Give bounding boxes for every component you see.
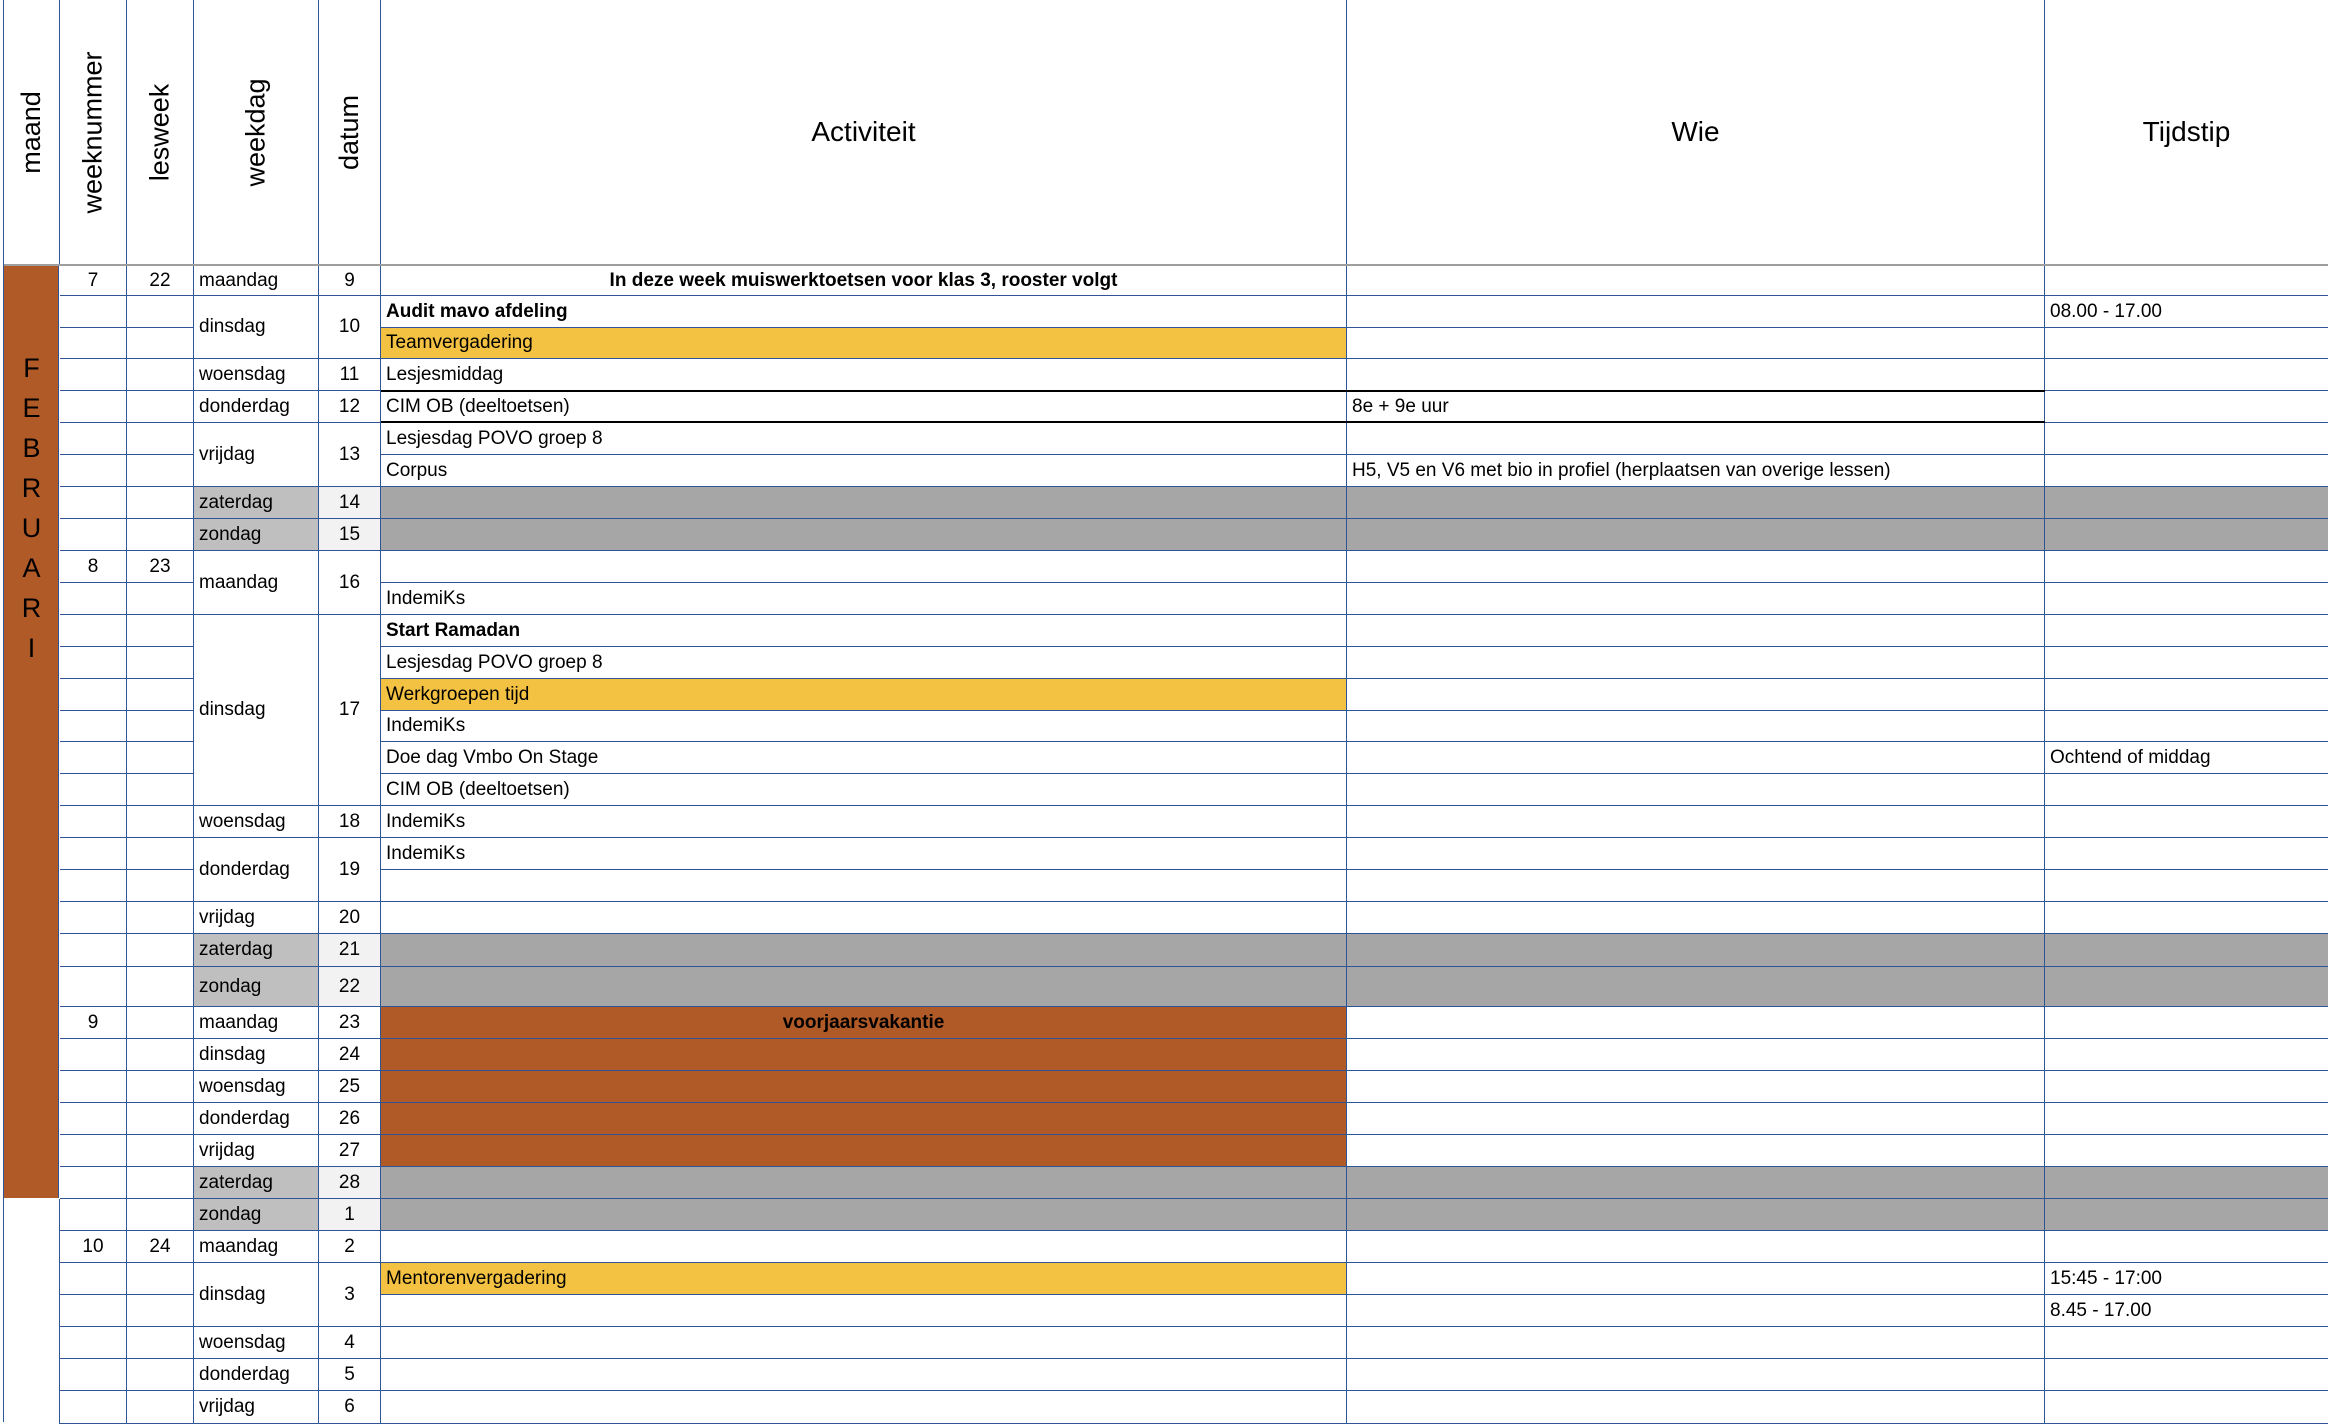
lesweek-cell[interactable] xyxy=(127,1135,194,1167)
tijdstip-cell[interactable] xyxy=(2045,615,2328,647)
tijdstip-cell[interactable] xyxy=(2045,266,2328,296)
weeknummer-cell[interactable] xyxy=(60,1263,127,1295)
datum-cell[interactable]: 3 xyxy=(319,1263,381,1327)
wie-cell[interactable] xyxy=(1347,1231,2045,1263)
wie-cell[interactable] xyxy=(1347,296,2045,328)
activiteit-cell[interactable] xyxy=(381,1391,1347,1424)
weeknummer-cell[interactable] xyxy=(60,423,127,455)
datum-cell[interactable]: 26 xyxy=(319,1103,381,1135)
weeknummer-cell[interactable] xyxy=(60,870,127,902)
weeknummer-cell[interactable] xyxy=(60,967,127,1007)
lesweek-cell[interactable] xyxy=(127,1199,194,1231)
cell-outline xyxy=(381,421,2045,423)
weekdag-cell[interactable]: zaterdag xyxy=(194,1167,319,1199)
datum-cell[interactable]: 9 xyxy=(319,266,381,296)
tijdstip-cell[interactable]: 8.45 - 17.00 xyxy=(2045,1295,2328,1327)
weekdag-cell[interactable]: woensdag xyxy=(194,1327,319,1359)
datum-cell[interactable]: 18 xyxy=(319,806,381,838)
tijdstip-cell[interactable] xyxy=(2045,934,2328,967)
activiteit-cell[interactable] xyxy=(381,1135,1347,1167)
wie-cell[interactable] xyxy=(1347,615,2045,647)
weeknummer-cell[interactable] xyxy=(60,934,127,967)
tijdstip-cell[interactable] xyxy=(2045,455,2328,487)
tijdstip-cell[interactable]: Ochtend of middag xyxy=(2045,742,2328,774)
lesweek-cell[interactable] xyxy=(127,1103,194,1135)
weekdag-cell[interactable]: vrijdag xyxy=(194,1135,319,1167)
wie-cell[interactable] xyxy=(1347,1103,2045,1135)
weekdag-cell[interactable]: dinsdag xyxy=(194,296,319,359)
weeknummer-cell[interactable]: 10 xyxy=(60,1231,127,1263)
month-letter: R xyxy=(21,473,42,503)
weeknummer-cell[interactable] xyxy=(60,519,127,551)
lesweek-cell[interactable] xyxy=(127,902,194,934)
weekdag-cell[interactable]: woensdag xyxy=(194,1071,319,1103)
datum-cell[interactable]: 14 xyxy=(319,487,381,519)
weeknummer-cell[interactable] xyxy=(60,1103,127,1135)
lesweek-cell[interactable] xyxy=(127,423,194,455)
weeknummer-cell[interactable]: 7 xyxy=(60,266,127,296)
datum-cell[interactable]: 24 xyxy=(319,1039,381,1071)
activiteit-cell[interactable]: Audit mavo afdeling xyxy=(381,296,1347,328)
activiteit-cell[interactable]: IndemiKs xyxy=(381,711,1347,742)
lesweek-cell[interactable] xyxy=(127,391,194,423)
wie-cell[interactable] xyxy=(1347,328,2045,359)
activiteit-cell[interactable]: IndemiKs xyxy=(381,583,1347,615)
tijdstip-cell[interactable]: 08.00 - 17.00 xyxy=(2045,296,2328,328)
wie-cell[interactable] xyxy=(1347,1263,2045,1295)
datum-cell[interactable]: 13 xyxy=(319,423,381,487)
activiteit-cell[interactable]: Mentorenvergadering xyxy=(381,1263,1347,1295)
wie-cell[interactable] xyxy=(1347,1007,2045,1039)
wie-cell[interactable] xyxy=(1347,647,2045,679)
weeknummer-cell[interactable] xyxy=(60,647,127,679)
weeknummer-cell[interactable] xyxy=(60,455,127,487)
datum-cell[interactable]: 27 xyxy=(319,1135,381,1167)
month-letter: E xyxy=(22,393,41,423)
lesweek-cell[interactable] xyxy=(127,615,194,647)
lesweek-cell[interactable] xyxy=(127,455,194,487)
wie-cell[interactable]: H5, V5 en V6 met bio in profiel (herplaatsen van overige lessen) xyxy=(1347,455,2045,487)
tijdstip-cell[interactable] xyxy=(2045,1231,2328,1263)
datum-cell[interactable]: 22 xyxy=(319,967,381,1007)
weekdag-cell[interactable]: dinsdag xyxy=(194,615,319,806)
activiteit-cell[interactable] xyxy=(381,1327,1347,1359)
tijdstip-cell[interactable] xyxy=(2045,359,2328,391)
wie-cell[interactable] xyxy=(1347,551,2045,583)
tijdstip-cell[interactable] xyxy=(2045,1135,2328,1167)
activiteit-cell[interactable] xyxy=(381,1071,1347,1103)
lesweek-cell[interactable] xyxy=(127,487,194,519)
activiteit-cell[interactable] xyxy=(381,487,1347,519)
datum-cell[interactable]: 2 xyxy=(319,1231,381,1263)
datum-cell[interactable]: 4 xyxy=(319,1327,381,1359)
weeknummer-cell[interactable] xyxy=(60,583,127,615)
wie-cell[interactable] xyxy=(1347,902,2045,934)
tijdstip-cell[interactable] xyxy=(2045,711,2328,742)
datum-cell[interactable]: 15 xyxy=(319,519,381,551)
lesweek-cell[interactable] xyxy=(127,967,194,1007)
datum-cell[interactable]: 25 xyxy=(319,1071,381,1103)
tijdstip-cell[interactable] xyxy=(2045,967,2328,1007)
weekdag-cell[interactable]: dinsdag xyxy=(194,1263,319,1327)
tijdstip-cell[interactable] xyxy=(2045,1359,2328,1391)
weeknummer-cell[interactable] xyxy=(60,1295,127,1327)
weekdag-cell[interactable]: donderdag xyxy=(194,1103,319,1135)
weeknummer-cell[interactable] xyxy=(60,1199,127,1231)
lesweek-cell[interactable] xyxy=(127,711,194,742)
weekdag-cell[interactable]: donderdag xyxy=(194,838,319,902)
lesweek-cell[interactable] xyxy=(127,296,194,328)
lesweek-cell[interactable] xyxy=(127,359,194,391)
weeknummer-cell[interactable] xyxy=(60,391,127,423)
tijdstip-cell[interactable] xyxy=(2045,647,2328,679)
wie-cell[interactable] xyxy=(1347,711,2045,742)
weekdag-cell[interactable]: zaterdag xyxy=(194,487,319,519)
lesweek-cell[interactable] xyxy=(127,774,194,806)
activiteit-cell[interactable]: Teamvergadering xyxy=(381,328,1347,359)
header-tijdstip[interactable]: Tijdstip xyxy=(2045,0,2328,265)
weekdag-cell[interactable]: zondag xyxy=(194,519,319,551)
header-lesweek-label: lesweek xyxy=(144,83,175,181)
tijdstip-cell[interactable] xyxy=(2045,679,2328,711)
lesweek-cell[interactable] xyxy=(127,870,194,902)
weeknummer-cell[interactable] xyxy=(60,679,127,711)
datum-cell[interactable]: 6 xyxy=(319,1391,381,1424)
weeknummer-cell[interactable] xyxy=(60,1359,127,1391)
weekdag-cell[interactable]: donderdag xyxy=(194,391,319,423)
datum-cell[interactable]: 11 xyxy=(319,359,381,391)
weekdag-cell[interactable]: vrijdag xyxy=(194,423,319,487)
activiteit-cell[interactable]: Lesjesdag POVO groep 8 xyxy=(381,647,1347,679)
activiteit-cell[interactable] xyxy=(381,1199,1347,1231)
weeknummer-cell[interactable] xyxy=(60,711,127,742)
weekdag-cell[interactable]: zaterdag xyxy=(194,934,319,967)
tijdstip-cell[interactable] xyxy=(2045,1327,2328,1359)
activiteit-cell[interactable]: IndemiKs xyxy=(381,838,1347,870)
wie-cell[interactable] xyxy=(1347,1327,2045,1359)
weeknummer-cell[interactable] xyxy=(60,615,127,647)
weekdag-cell[interactable]: woensdag xyxy=(194,806,319,838)
activiteit-cell[interactable] xyxy=(381,551,1347,583)
lesweek-cell[interactable] xyxy=(127,1327,194,1359)
datum-cell[interactable]: 10 xyxy=(319,296,381,359)
weeknummer-cell[interactable] xyxy=(60,487,127,519)
activiteit-cell[interactable]: In deze week muiswerktoetsen voor klas 3, rooster volgt xyxy=(381,266,1347,296)
lesweek-cell[interactable]: 24 xyxy=(127,1231,194,1263)
lesweek-cell[interactable]: 22 xyxy=(127,266,194,296)
lesweek-cell[interactable] xyxy=(127,583,194,615)
activiteit-cell[interactable] xyxy=(381,519,1347,551)
wie-cell[interactable] xyxy=(1347,519,2045,551)
tijdstip-cell[interactable] xyxy=(2045,1103,2328,1135)
weekdag-cell[interactable]: maandag xyxy=(194,266,319,296)
month-letter: U xyxy=(21,513,42,543)
tijdstip-cell[interactable] xyxy=(2045,1391,2328,1424)
maand-cell[interactable] xyxy=(4,1231,60,1263)
wie-cell[interactable] xyxy=(1347,870,2045,902)
wie-cell[interactable] xyxy=(1347,1167,2045,1199)
header-weeknummer-label: weeknummer xyxy=(77,50,108,214)
datum-cell[interactable]: 20 xyxy=(319,902,381,934)
header-datum[interactable] xyxy=(319,0,381,265)
header-maand-label: maand xyxy=(16,90,46,174)
wie-cell[interactable] xyxy=(1347,1071,2045,1103)
activiteit-cell[interactable]: Werkgroepen tijd xyxy=(381,679,1347,711)
activiteit-cell[interactable]: IndemiKs xyxy=(381,806,1347,838)
header-divider xyxy=(4,264,2328,266)
datum-cell[interactable]: 23 xyxy=(319,1007,381,1039)
activiteit-cell[interactable] xyxy=(381,1295,1347,1327)
wie-cell[interactable] xyxy=(1347,742,2045,774)
cell-outline xyxy=(381,390,2045,392)
weekdag-cell[interactable]: zondag xyxy=(194,1199,319,1231)
lesweek-cell[interactable]: 23 xyxy=(127,551,194,583)
weekdag-cell[interactable]: zondag xyxy=(194,967,319,1007)
activiteit-cell[interactable]: CIM OB (deeltoetsen) xyxy=(381,391,1347,423)
wie-cell[interactable] xyxy=(1347,583,2045,615)
header-datum-label: datum xyxy=(334,94,365,170)
tijdstip-cell[interactable] xyxy=(2045,391,2328,423)
lesweek-cell[interactable] xyxy=(127,1007,194,1039)
wie-cell[interactable] xyxy=(1347,1135,2045,1167)
weeknummer-cell[interactable] xyxy=(60,902,127,934)
datum-cell[interactable]: 12 xyxy=(319,391,381,423)
weeknummer-cell[interactable] xyxy=(60,1327,127,1359)
weeknummer-cell[interactable] xyxy=(60,1135,127,1167)
wie-cell[interactable] xyxy=(1347,934,2045,967)
maand-cell[interactable] xyxy=(4,1263,60,1295)
tijdstip-cell[interactable] xyxy=(2045,487,2328,519)
wie-cell[interactable] xyxy=(1347,774,2045,806)
tijdstip-cell[interactable] xyxy=(2045,423,2328,455)
header-wie[interactable]: Wie xyxy=(1347,0,2045,265)
weekdag-cell[interactable]: woensdag xyxy=(194,359,319,391)
tijdstip-cell[interactable] xyxy=(2045,902,2328,934)
datum-cell[interactable]: 21 xyxy=(319,934,381,967)
tijdstip-cell[interactable]: 15:45 - 17:00 xyxy=(2045,1263,2328,1295)
wie-cell[interactable] xyxy=(1347,1391,2045,1424)
weekdag-cell[interactable]: vrijdag xyxy=(194,1391,319,1424)
wie-cell[interactable] xyxy=(1347,679,2045,711)
datum-cell[interactable]: 16 xyxy=(319,551,381,615)
weeknummer-cell[interactable]: 8 xyxy=(60,551,127,583)
tijdstip-cell[interactable] xyxy=(2045,328,2328,359)
weekdag-cell[interactable]: maandag xyxy=(194,551,319,615)
weeknummer-cell[interactable] xyxy=(60,1039,127,1071)
lesweek-cell[interactable] xyxy=(127,838,194,870)
tijdstip-cell[interactable] xyxy=(2045,838,2328,870)
weeknummer-cell[interactable] xyxy=(60,1071,127,1103)
weeknummer-cell[interactable] xyxy=(60,328,127,359)
weeknummer-cell[interactable] xyxy=(60,774,127,806)
tijdstip-cell[interactable] xyxy=(2045,551,2328,583)
weekdag-cell[interactable]: vrijdag xyxy=(194,902,319,934)
wie-cell[interactable]: 8e + 9e uur xyxy=(1347,391,2045,423)
activiteit-cell[interactable] xyxy=(381,967,1347,1007)
activiteit-cell[interactable]: CIM OB (deeltoetsen) xyxy=(381,774,1347,806)
lesweek-cell[interactable] xyxy=(127,1295,194,1327)
wie-cell[interactable] xyxy=(1347,1295,2045,1327)
lesweek-cell[interactable] xyxy=(127,647,194,679)
tijdstip-cell[interactable] xyxy=(2045,1071,2328,1103)
weekdag-cell[interactable]: maandag xyxy=(194,1007,319,1039)
wie-cell[interactable] xyxy=(1347,1039,2045,1071)
month-letter: I xyxy=(27,633,36,663)
weeknummer-cell[interactable] xyxy=(60,806,127,838)
header-maand[interactable] xyxy=(4,0,60,265)
activiteit-cell[interactable] xyxy=(381,902,1347,934)
wie-cell[interactable] xyxy=(1347,1199,2045,1231)
wie-cell[interactable] xyxy=(1347,487,2045,519)
wie-cell[interactable] xyxy=(1347,806,2045,838)
weeknummer-cell[interactable] xyxy=(60,296,127,328)
wie-cell[interactable] xyxy=(1347,359,2045,391)
maand-cell[interactable] xyxy=(4,1295,60,1327)
lesweek-cell[interactable] xyxy=(127,806,194,838)
tijdstip-cell[interactable] xyxy=(2045,870,2328,902)
month-letter: R xyxy=(21,593,42,623)
lesweek-cell[interactable] xyxy=(127,1359,194,1391)
weeknummer-cell[interactable] xyxy=(60,742,127,774)
lesweek-cell[interactable] xyxy=(127,742,194,774)
weeknummer-cell[interactable] xyxy=(60,1391,127,1424)
weekdag-cell[interactable]: dinsdag xyxy=(194,1039,319,1071)
activiteit-cell[interactable]: Start Ramadan xyxy=(381,615,1347,647)
activiteit-cell[interactable] xyxy=(381,1231,1347,1263)
weeknummer-cell[interactable] xyxy=(60,838,127,870)
header-weeknummer[interactable] xyxy=(60,0,127,265)
wie-cell[interactable] xyxy=(1347,1359,2045,1391)
maand-cell[interactable] xyxy=(4,1359,60,1391)
lesweek-cell[interactable] xyxy=(127,1039,194,1071)
header-weekdag-label: weekdag xyxy=(240,77,271,187)
weeknummer-cell[interactable] xyxy=(60,1167,127,1199)
tijdstip-cell[interactable] xyxy=(2045,806,2328,838)
lesweek-cell[interactable] xyxy=(127,1391,194,1424)
activiteit-cell[interactable] xyxy=(381,870,1347,902)
tijdstip-cell[interactable] xyxy=(2045,1039,2328,1071)
tijdstip-cell[interactable] xyxy=(2045,1199,2328,1231)
datum-cell[interactable]: 17 xyxy=(319,615,381,806)
activiteit-cell[interactable] xyxy=(381,1103,1347,1135)
month-band-februari xyxy=(4,265,59,1198)
tijdstip-cell[interactable] xyxy=(2045,774,2328,806)
activiteit-cell[interactable]: Doe dag Vmbo On Stage xyxy=(381,742,1347,774)
weekdag-cell[interactable]: donderdag xyxy=(194,1359,319,1391)
tijdstip-cell[interactable] xyxy=(2045,1167,2328,1199)
weekdag-cell[interactable]: maandag xyxy=(194,1231,319,1263)
lesweek-cell[interactable] xyxy=(127,1167,194,1199)
tijdstip-cell[interactable] xyxy=(2045,1007,2328,1039)
wie-cell[interactable] xyxy=(1347,967,2045,1007)
header-weekdag[interactable] xyxy=(194,0,319,265)
maand-cell[interactable] xyxy=(4,1199,60,1231)
wie-cell[interactable] xyxy=(1347,838,2045,870)
activiteit-cell[interactable]: Corpus xyxy=(381,455,1347,487)
activiteit-cell[interactable] xyxy=(381,1039,1347,1071)
lesweek-cell[interactable] xyxy=(127,328,194,359)
weeknummer-cell[interactable]: 9 xyxy=(60,1007,127,1039)
wie-cell[interactable] xyxy=(1347,266,2045,296)
datum-cell[interactable]: 1 xyxy=(319,1199,381,1231)
month-letter: A xyxy=(22,553,41,583)
activiteit-cell[interactable] xyxy=(381,1167,1347,1199)
datum-cell[interactable]: 28 xyxy=(319,1167,381,1199)
activiteit-cell[interactable] xyxy=(381,1359,1347,1391)
activiteit-cell[interactable]: Lesjesdag POVO groep 8 xyxy=(381,423,1347,455)
activiteit-cell[interactable] xyxy=(381,934,1347,967)
lesweek-cell[interactable] xyxy=(127,519,194,551)
tijdstip-cell[interactable] xyxy=(2045,519,2328,551)
lesweek-cell[interactable] xyxy=(127,1071,194,1103)
month-letter: F xyxy=(23,353,40,383)
weeknummer-cell[interactable] xyxy=(60,359,127,391)
lesweek-cell[interactable] xyxy=(127,1263,194,1295)
header-lesweek[interactable] xyxy=(127,0,194,265)
header-activiteit[interactable]: Activiteit xyxy=(381,0,1347,265)
datum-cell[interactable]: 5 xyxy=(319,1359,381,1391)
tijdstip-cell[interactable] xyxy=(2045,583,2328,615)
month-letter: B xyxy=(22,433,41,463)
activiteit-cell[interactable]: Lesjesmiddag xyxy=(381,359,1347,391)
datum-cell[interactable]: 19 xyxy=(319,838,381,902)
wie-cell[interactable] xyxy=(1347,423,2045,455)
maand-cell[interactable] xyxy=(4,1327,60,1359)
maand-cell[interactable] xyxy=(4,1391,60,1424)
lesweek-cell[interactable] xyxy=(127,679,194,711)
lesweek-cell[interactable] xyxy=(127,934,194,967)
vakantie-banner[interactable]: voorjaarsvakantie xyxy=(381,1007,1347,1039)
